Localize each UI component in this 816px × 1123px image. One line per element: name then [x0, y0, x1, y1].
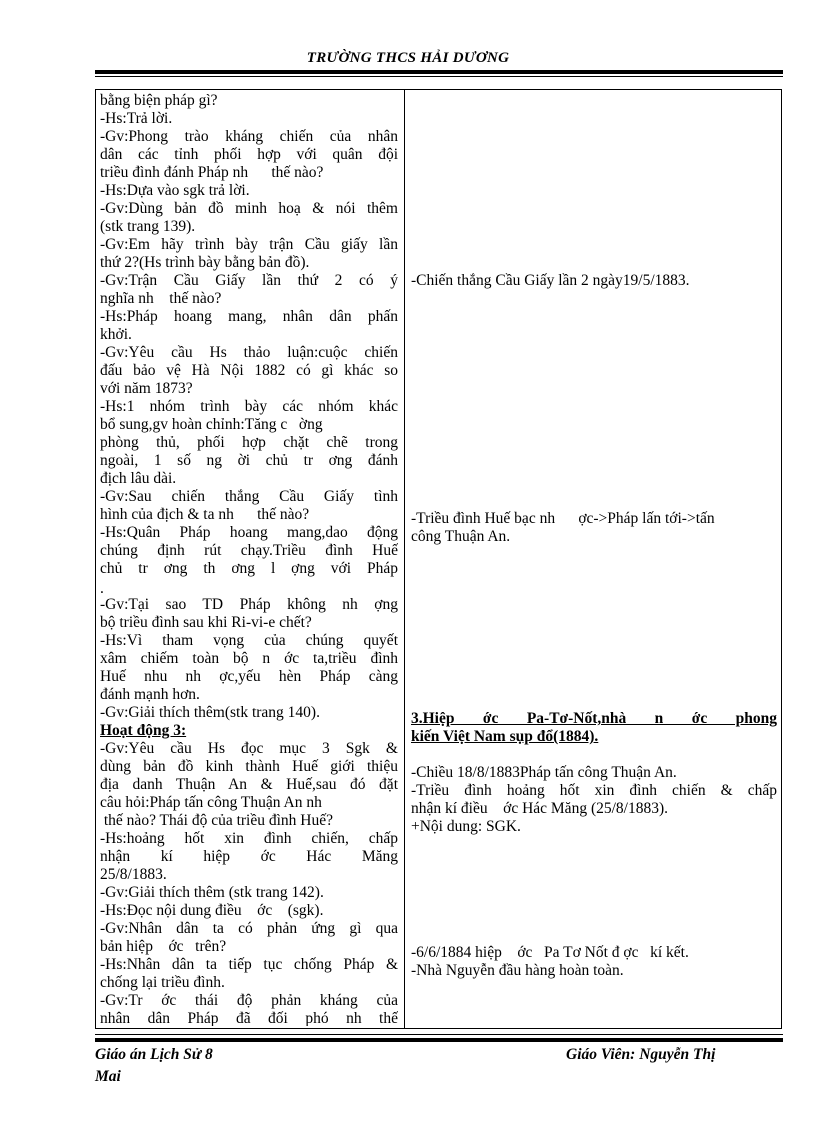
left-text-line: đánh mạnh hơn. [100, 686, 200, 703]
right-text-line: +Nội dung: SGK. [411, 818, 521, 835]
left-text-line: -Gv:Nhân dân ta có phản ứng gì qua [100, 920, 398, 937]
left-text-line: -Gv:Giải thích thêm (stk trang 142). [100, 884, 324, 901]
header-rule-thin [95, 76, 783, 77]
footer-subject: Giáo án Lịch Sử 8 [95, 1046, 213, 1063]
left-text-line: -Gv:Tr ớc thái độ phản kháng của [100, 992, 398, 1009]
lesson-table [95, 89, 782, 1029]
footer-teacher: Giáo Viên: Nguyễn Thị [566, 1046, 716, 1063]
left-text-line: -Hs:Vì tham vọng của chúng quyết [100, 632, 398, 649]
left-text-line: bản hiệp ớc trên? [100, 938, 227, 955]
right-text-line: -Nhà Nguyễn đầu hàng hoàn toàn. [411, 962, 624, 979]
left-text-line: thế nào? Thái độ của triều đình Huế? [100, 812, 333, 829]
column-divider [404, 90, 405, 1028]
left-text-line: xâm chiếm toàn bộ n ớc ta,triều đình [100, 650, 398, 667]
left-text-line: -Hs:1 nhóm trình bày các nhóm khác [100, 398, 398, 415]
right-text-line: -6/6/1884 hiệp ớc Pa Tơ Nốt đ ợc kí kết. [411, 944, 689, 961]
lesson-content-column [411, 90, 777, 1026]
right-text-line: công Thuận An. [411, 528, 511, 545]
left-text-line: -Gv:Sau chiến thắng Cầu Giấy tình [100, 488, 398, 505]
left-text-line: -Hs:Nhân dân ta tiếp tục chống Pháp & [100, 956, 398, 973]
left-text-line: thứ 2?(Hs trình bày bằng bản đồ). [100, 254, 310, 271]
left-text-line: -Hs:hoảng hốt xin đình chiến, chấp [100, 830, 398, 847]
left-text-line: -Gv:Tại sao TD Pháp không nh ợng [100, 596, 398, 613]
left-text-line: -Gv:Phong trào kháng chiến của nhân [100, 128, 398, 145]
right-text-line: -Chiều 18/8/1883Pháp tấn công Thuận An. [411, 764, 677, 781]
left-text-line: triều đình đánh Pháp nh thế nào? [100, 164, 324, 181]
left-text-line: chủ tr ơng th ơng l ợng với Pháp [100, 560, 398, 577]
left-text-line: nhân dân Pháp đã đối phó nh thế [100, 1010, 398, 1026]
left-text-line: (stk trang 139). [100, 218, 196, 235]
footer-rule-thin [95, 1034, 783, 1035]
footer-rule-thick [95, 1038, 783, 1042]
left-text-line: bổ sung,gv hoàn chỉnh:Tăng c ờng [100, 416, 323, 433]
right-text-line: nhận kí điều ớc Hác Măng (25/8/1883). [411, 800, 668, 817]
left-text-line: -Hs:Quân Pháp hoang mang,dao động [100, 524, 398, 541]
left-text-line: nghĩa nh thế nào? [100, 290, 222, 307]
left-text-line: dân các tỉnh phối hợp với quân đội [100, 146, 398, 163]
left-text-line: phòng thủ, phối hợp chặt chẽ trong [100, 434, 398, 451]
left-text-line: hình của địch & ta nh thế nào? [100, 506, 310, 523]
left-text-line: địch lâu dài. [100, 470, 177, 487]
teacher-student-activities-column [100, 90, 398, 1026]
left-text-line: -Gv:Yêu cầu Hs đọc mục 3 Sgk & [100, 740, 398, 757]
left-text-line: -Gv:Em hãy trình bày trận Cầu giấy lần [100, 236, 398, 253]
left-text-line: Huế nhu nh ợc,yếu hèn Pháp càng [100, 668, 398, 685]
left-text-line: nhận kí hiệp ớc Hác Măng [100, 848, 398, 865]
right-text-line: -Chiến thắng Cầu Giấy lần 2 ngày19/5/1883. [411, 272, 690, 289]
left-text-line: -Gv:Trận Cầu Giấy lần thứ 2 có ý [100, 272, 398, 289]
right-text-line: -Triều đình Huế bạc nh ợc->Pháp lấn tới->tấn [411, 510, 715, 527]
left-text-line: -Gv:Dùng bản đồ minh hoạ & nói thêm [100, 200, 398, 217]
left-text-line: chúng định rút chạy.Triều đình Huế [100, 542, 398, 559]
section-heading: 3.Hiệp ớc Pa-Tơ-Nốt,nhà n ớc phong [411, 710, 777, 727]
left-text-line: ngoài, 1 số ng ời chủ tr ơng đánh [100, 452, 398, 469]
left-text-line: . [100, 580, 104, 597]
left-text-line: với năm 1873? [100, 380, 193, 397]
left-text-line: câu hỏi:Pháp tấn công Thuận An nh [100, 794, 322, 811]
left-text-line: chống lại triều đình. [100, 974, 225, 991]
left-text-line: -Hs:Pháp hoang mang, nhân dân phấn [100, 308, 398, 325]
left-text-line: 25/8/1883. [100, 866, 167, 883]
right-text-line: -Triều đình hoảng hốt xin đình chiến & chấp [411, 782, 777, 799]
left-text-line: -Hs:Dựa vào sgk trả lời. [100, 182, 250, 199]
page-header-school: TRƯỜNG THCS HẢI DƯƠNG [306, 50, 510, 66]
activity-heading: Hoạt động 3: [100, 722, 187, 739]
left-text-line: -Hs:Trả lời. [100, 110, 173, 127]
left-text-line: dùng bản đồ kinh thành Huế giới thiệu [100, 758, 398, 775]
footer-teacher-name-cont: Mai [95, 1068, 121, 1085]
left-text-line: bằng biện pháp gì? [100, 92, 218, 109]
header-rule-thick [95, 70, 783, 74]
left-text-line: -Gv:Yêu cầu Hs thảo luận:cuộc chiến [100, 344, 398, 361]
section-heading: kiến Việt Nam sụp đổ(1884). [411, 728, 599, 745]
left-text-line: khởi. [100, 326, 132, 343]
left-text-line: bộ triều đình sau khi Ri-vi-e chết? [100, 614, 312, 631]
left-text-line: -Hs:Đọc nội dung điều ớc (sgk). [100, 902, 324, 919]
left-text-line: đấu bảo vệ Hà Nội 1882 có gì khác so [100, 362, 398, 379]
left-text-line: địa danh Thuận An & Huế,sau đó đặt [100, 776, 398, 793]
left-text-line: -Gv:Giải thích thêm(stk trang 140). [100, 704, 320, 721]
